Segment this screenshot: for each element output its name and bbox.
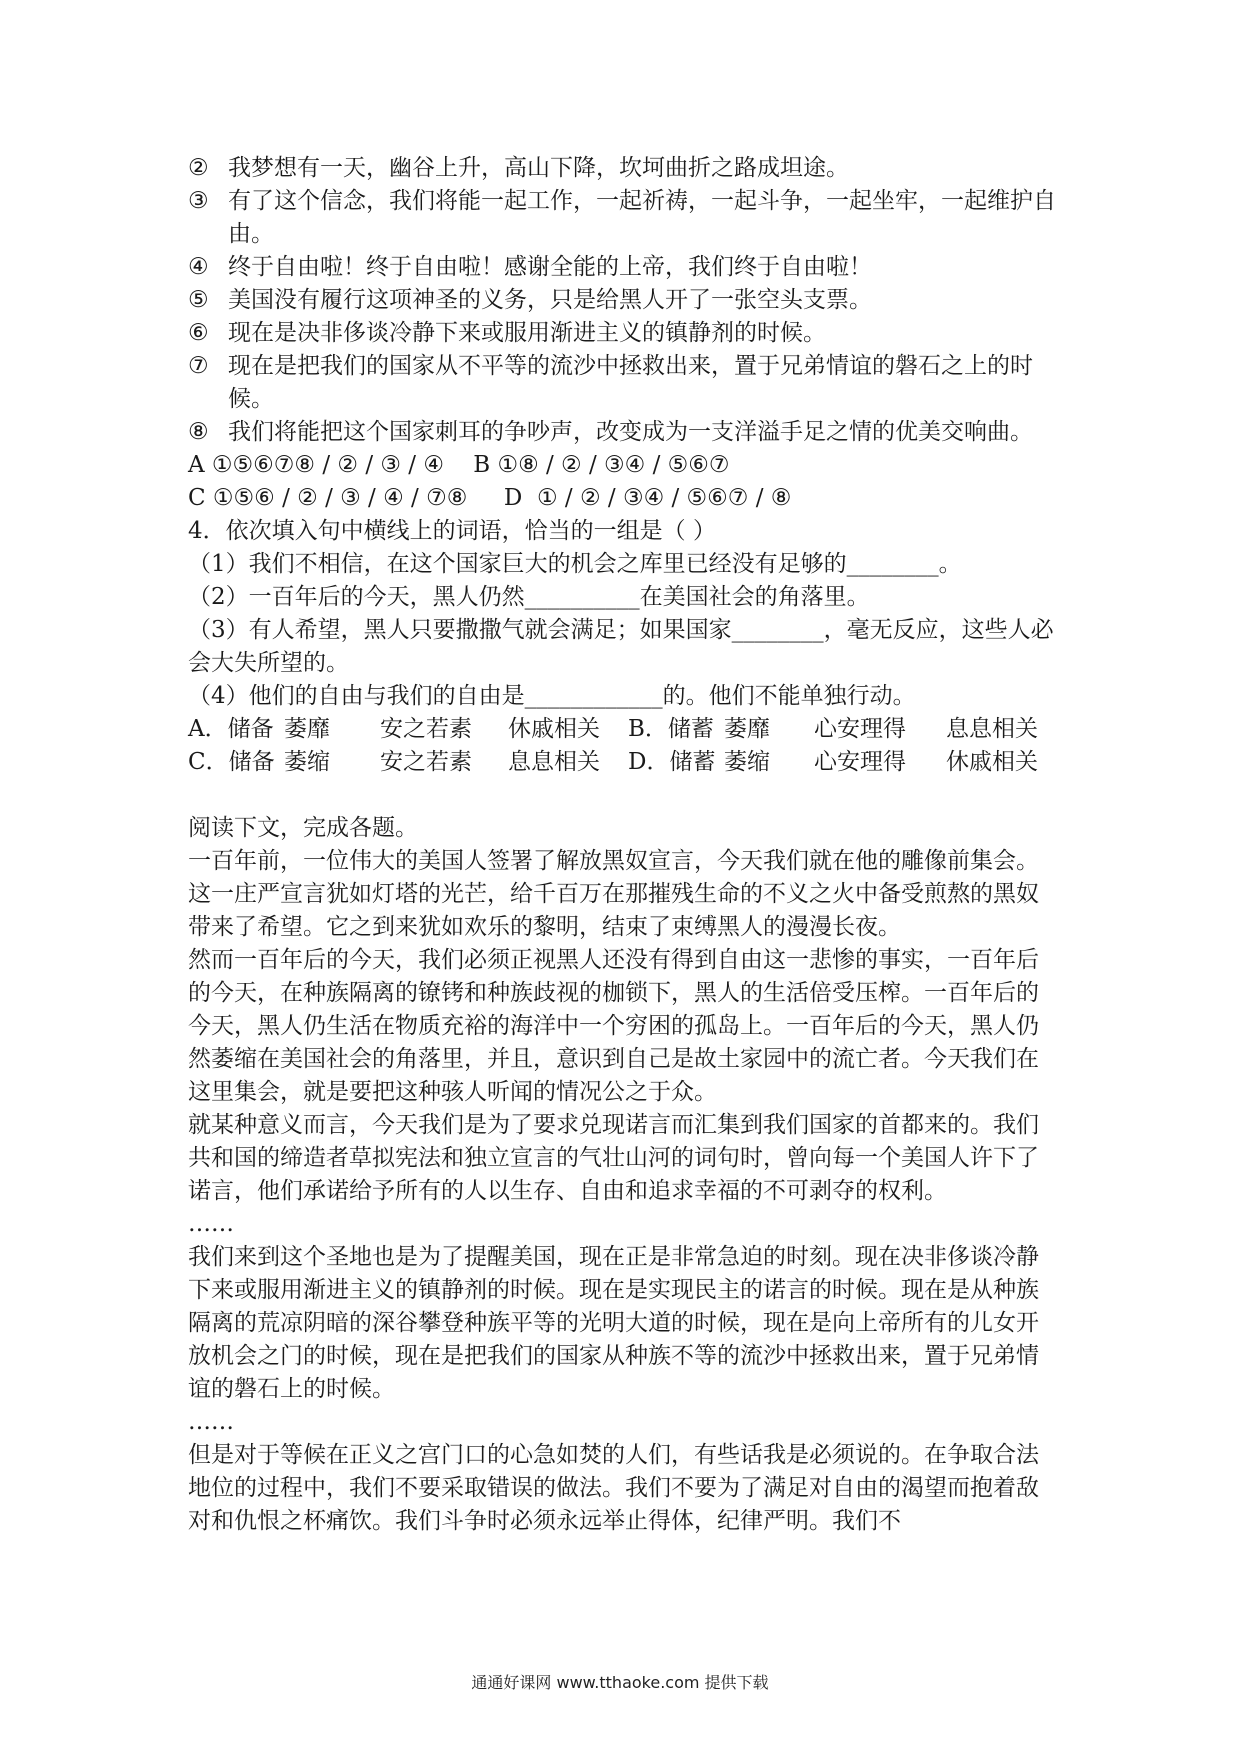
choice-word: 息息相关 <box>508 749 600 775</box>
choice-word: 萎缩 <box>724 749 770 775</box>
item-marker: ⑦ <box>188 353 209 379</box>
q3-option-row-1: A ①⑤⑥⑦⑧ / ② / ③ / ④ B ①⑧ / ② / ③④ / ⑤⑥⑦ <box>188 452 730 478</box>
item-marker: ⑥ <box>188 320 209 346</box>
q4-sentence-2: （2）一百年后的今天，黑人仍然__________在美国社会的角落里。 <box>188 584 870 610</box>
list-item <box>188 185 1060 251</box>
choice-word: B．储蓄 <box>628 716 714 742</box>
q4-sentence-4: （4）他们的自由与我们的自由是____________的。他们不能单独行动。 <box>188 683 916 709</box>
ellipsis-2: …… <box>188 1409 234 1435</box>
item-text: 终于自由啦！终于自由啦！感谢全能的上帝，我们终于自由啦！ <box>228 254 872 280</box>
choice-word: 萎缩 <box>284 749 330 775</box>
item-marker: ⑤ <box>188 287 209 313</box>
item-text: 我梦想有一天，幽谷上升，高山下降，坎坷曲折之路成坦途。 <box>228 155 849 181</box>
choice-word: 安之若素 <box>380 749 472 775</box>
list-item <box>188 416 1060 449</box>
reading-paragraph-1: 一百年前，一位伟大的美国人签署了解放黑奴宣言，今天我们就在他的雕像前集会。这一庄严宣言犹如灯塔的光芒，给千百万在那摧残生命的不义之火中备受煎熬的黑奴带来了希望。它之到来犹如欢乐的黎明，结束了束缚黑人的漫漫长夜。 <box>188 848 1039 940</box>
list-item <box>188 350 1060 416</box>
q4-stem: 4．依次填入句中横线上的词语，恰当的一组是（ ） <box>188 518 716 544</box>
choice-word: 萎靡 <box>724 716 770 742</box>
choice-word: 萎靡 <box>284 716 330 742</box>
item-marker: ③ <box>188 188 209 214</box>
choice-word: D．储蓄 <box>628 749 716 775</box>
list-item <box>188 251 1060 284</box>
choice-word: 安之若素 <box>380 716 472 742</box>
choice-word: 休戚相关 <box>508 716 600 742</box>
choice-word: 息息相关 <box>946 716 1038 742</box>
q4-choice-row-2 <box>188 746 1060 779</box>
choice-word: 心安理得 <box>814 716 906 742</box>
reading-paragraph-4: 我们来到这个圣地也是为了提醒美国，现在正是非常急迫的时刻。现在决非侈谈冷静下来或服用渐进主义的镇静剂的时候。现在是实现民主的诺言的时候。现在是从种族隔离的荒凉阴暗的深谷攀登种族平等的光明大道的时候，现在是向上帝所有的儿女开放机会之门的时候，现在是把我们的国家从种族不等的流沙中拯救出来，置于兄弟情谊的磐石上的时候。 <box>188 1244 1039 1402</box>
list-item <box>188 317 1060 350</box>
item-marker: ② <box>188 155 209 181</box>
item-text: 美国没有履行这项神圣的义务，只是给黑人开了一张空头支票。 <box>228 287 872 313</box>
choice-word: A．储备 <box>188 716 274 742</box>
ellipsis-1: …… <box>188 1211 234 1237</box>
q4-choice-row-1 <box>188 713 1060 746</box>
reading-paragraph-2: 然而一百年后的今天，我们必须正视黑人还没有得到自由这一悲惨的事实，一百年后的今天，在种族隔离的镣铐和种族歧视的枷锁下，黑人的生活倍受压榨。一百年后的今天，黑人仍生活在物质充裕的海洋中一个穷困的孤岛上。一百年后的今天，黑人仍然萎缩在美国社会的角落里，并且，意识到自己是故土家园中的流亡者。今天我们在这里集会，就是要把这种骇人听闻的情况公之于众。 <box>188 947 1039 1105</box>
list-item <box>188 284 1060 317</box>
document-body <box>188 152 1060 1538</box>
blank-line <box>188 779 1060 812</box>
item-text: 现在是决非侈谈冷静下来或服用渐进主义的镇静剂的时候。 <box>228 320 826 346</box>
list-item <box>188 152 1060 185</box>
item-marker: ⑧ <box>188 419 209 445</box>
reading-paragraph-3: 就某种意义而言，今天我们是为了要求兑现诺言而汇集到我们国家的首都来的。我们共和国的缔造者草拟宪法和独立宣言的气壮山河的词句时，曾向每一个美国人许下了诺言，他们承诺给予所有的人以生存、自由和追求幸福的不可剥夺的权利。 <box>188 1112 1039 1204</box>
choice-word: 心安理得 <box>814 749 906 775</box>
item-text: 我们将能把这个国家刺耳的争吵声，改变成为一支洋溢手足之情的优美交响曲。 <box>228 419 1033 445</box>
q3-option-row-2: C ①⑤⑥ / ② / ③ / ④ / ⑦⑧ D ① / ② / ③④ / ⑤⑥⑦ / ⑧ <box>188 485 792 511</box>
choice-word: C．储备 <box>188 749 275 775</box>
item-text: 有了这个信念，我们将能一起工作，一起祈祷，一起斗争，一起坐牢，一起维护自由。 <box>228 188 1056 247</box>
page-footer: 通通好课网 www.tthaoke.com 提供下载 <box>471 1673 769 1692</box>
numbered-sentence-list <box>188 152 1060 449</box>
reading-intro: 阅读下文，完成各题。 <box>188 815 418 841</box>
item-text: 现在是把我们的国家从不平等的流沙中拯救出来，置于兄弟情谊的磐石之上的时候。 <box>228 353 1033 412</box>
q4-sentence-1: （1）我们不相信，在这个国家巨大的机会之库里已经没有足够的________。 <box>188 551 962 577</box>
choice-word: 休戚相关 <box>946 749 1038 775</box>
item-marker: ④ <box>188 254 209 280</box>
reading-paragraph-5: 但是对于等候在正义之宫门口的心急如焚的人们，有些话我是必须说的。在争取合法地位的过程中，我们不要采取错误的做法。我们不要为了满足对自由的渴望而抱着敌对和仇恨之杯痛饮。我们斗争时必须永远举止得体，纪律严明。我们不 <box>188 1442 1039 1534</box>
q4-sentence-3: （3）有人希望，黑人只要撒撒气就会满足；如果国家________，毫无反应，这些人必会大失所望的。 <box>188 617 1054 676</box>
